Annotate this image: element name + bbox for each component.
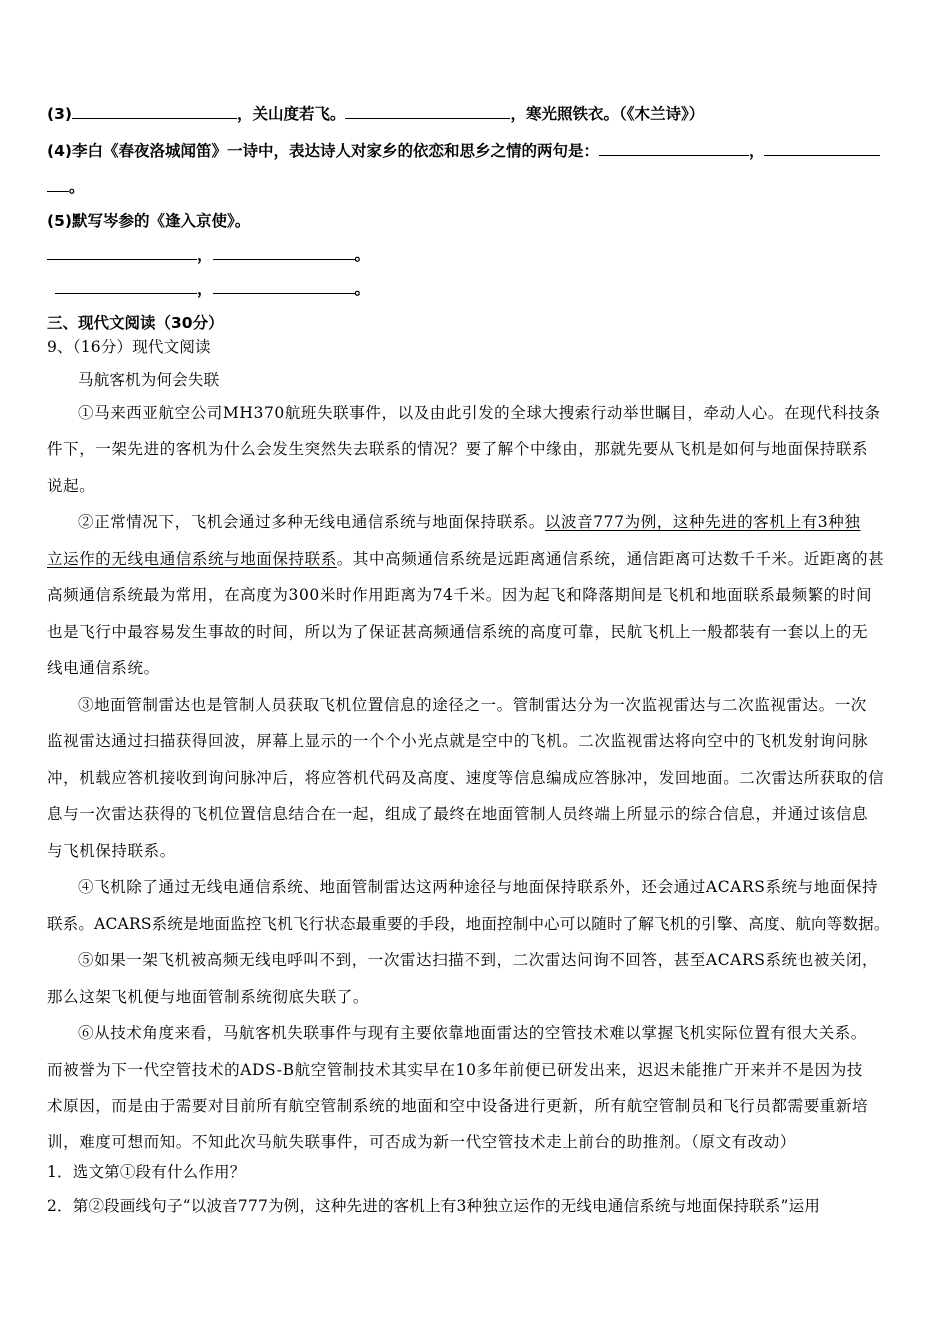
poem-q5-line2 bbox=[55, 277, 370, 299]
article-line: 高频通信系统最为常用，在高度为300米时作用距离为74千米。因为起飞和降落期间是飞机和地面联系最频繁的时间 bbox=[47, 586, 873, 604]
poem-q4-comma: ， bbox=[748, 142, 765, 160]
poem-q3-end: ，寒光照铁衣。（《木兰诗》） bbox=[510, 105, 705, 123]
article-line: 说起。 bbox=[47, 477, 96, 495]
article-line: ③地面管制雷达也是管制人员获取飞机位置信息的途径之一。管制雷达分为一次监视雷达与二次监视雷达。一次 bbox=[78, 696, 867, 714]
question-2: 2．第②段画线句子“以波音777为例，这种先进的客机上有3种独立运作的无线电通信系统与地面保持联系”运用 bbox=[47, 1197, 821, 1215]
answer-blank[interactable] bbox=[47, 245, 197, 260]
poem-q5-comma: ， bbox=[197, 246, 213, 264]
article-line: 件下，一架先进的客机为什么会发生突然失去联系的情况？要了解个中缘由，那就先要从飞机是如何与地面保持联系 bbox=[47, 440, 869, 458]
article-line: ⑤如果一架飞机被高频无线电呼叫不到，一次雷达扫描不到，二次雷达问询不回答，甚至ACARS系统也被关闭， bbox=[78, 951, 879, 969]
article-line: ①马来西亚航空公司MH370航班失联事件，以及由此引发的全球大搜索行动举世瞩目，牵动人心。在现代科技条 bbox=[78, 404, 881, 422]
answer-blank[interactable] bbox=[47, 177, 69, 192]
poem-q4 bbox=[47, 139, 880, 161]
poem-q3-label: (3) bbox=[47, 105, 72, 123]
answer-blank[interactable] bbox=[213, 245, 355, 260]
answer-blank[interactable] bbox=[72, 104, 237, 119]
article-text: 。其中高频通信系统是远距离通信系统，通信距离可达数千千米。近距离的甚 bbox=[336, 550, 885, 568]
poem-q3-mid: ，关山度若飞。 bbox=[236, 105, 346, 123]
poem-q3 bbox=[47, 102, 704, 124]
answer-blank[interactable] bbox=[764, 141, 880, 156]
underlined-sentence: 立运作的无线电通信系统与地面保持联系 bbox=[47, 550, 337, 568]
article-line: 线电通信系统。 bbox=[47, 659, 160, 677]
article-line: ⑥从技术角度来看，马航客机失联事件与现有主要依靠地面雷达的空管技术难以掌握飞机实际位置有很大关系。 bbox=[78, 1024, 867, 1042]
poem-q5-comma: ， bbox=[197, 280, 213, 298]
poem-q5-text: (5)默写岑参的《逢入京使》。 bbox=[47, 212, 251, 230]
answer-blank[interactable] bbox=[345, 104, 510, 119]
article-line: 息与一次雷达获得的飞机位置信息结合在一起，组成了最终在地面管制人员终端上所显示的综合信息，并通过该信息 bbox=[47, 805, 869, 823]
poem-q5 bbox=[47, 209, 250, 231]
article-line bbox=[78, 510, 860, 532]
poem-q5-period: 。 bbox=[354, 280, 371, 298]
article-line: 训，难度可想而知。不知此次马航失联事件，可否成为新一代空管技术走上前台的助推剂。（原文有改动） bbox=[47, 1133, 796, 1151]
poem-q5-period: 。 bbox=[354, 246, 371, 264]
article-line: 而被誉为下一代空管技术的ADS-B航空管制技术其实早在10多年前便已研发出来，迟迟未能推广开来并不是因为技 bbox=[47, 1061, 863, 1079]
article-text: ②正常情况下，飞机会通过多种无线电通信系统与地面保持联系。 bbox=[78, 513, 545, 531]
article-line: 联系。ACARS系统是地面监控飞机飞行状态最重要的手段，地面控制中心可以随时了解飞机的引擎、高度、航向等数据。 bbox=[47, 915, 890, 933]
underlined-sentence: 以波音777为例，这种先进的客机上有3种独 bbox=[544, 513, 861, 531]
answer-blank[interactable] bbox=[599, 141, 749, 156]
article-line: 与飞机保持联系。 bbox=[47, 842, 176, 860]
section-heading: 三、现代文阅读（30分） bbox=[47, 314, 224, 332]
poem-q4-period: 。 bbox=[69, 178, 85, 196]
question-1: 1．选文第①段有什么作用？ bbox=[47, 1163, 246, 1181]
article-line: 冲，机载应答机接收到询问脉冲后，将应答机代码及高度、速度等信息编成应答脉冲，发回地面。二次雷达所获取的信 bbox=[47, 769, 885, 787]
article-line: 也是飞行中最容易发生事故的时间，所以为了保证甚高频通信系统的高度可靠，民航飞机上一般都装有一套以上的无 bbox=[47, 623, 869, 641]
poem-q4-text: (4)李白《春夜洛城闻笛》一诗中，表达诗人对家乡的依恋和思乡之情的两句是： bbox=[47, 142, 599, 160]
answer-blank[interactable] bbox=[55, 279, 197, 294]
article-line: 那么这架飞机便与地面管制系统彻底失联了。 bbox=[47, 988, 370, 1006]
answer-blank[interactable] bbox=[213, 279, 355, 294]
question-header: 9、（16分）现代文阅读 bbox=[47, 338, 211, 356]
article-line: 术原因，而是由于需要对目前所有航空管制系统的地面和空中设备进行更新，所有航空管制员和飞行员都需要重新培 bbox=[47, 1097, 869, 1115]
article-line: 监视雷达通过扫描获得回波，屏幕上显示的一个个小光点就是空中的飞机。二次监视雷达将向空中的飞机发射询问脉 bbox=[47, 732, 869, 750]
article-line: ④飞机除了通过无线电通信系统、地面管制雷达这两种途径与地面保持联系外，还会通过ACARS系统与地面保持 bbox=[78, 878, 879, 896]
poem-q4-cont bbox=[47, 175, 85, 197]
article-line bbox=[47, 547, 884, 569]
article-title: 马航客机为何会失联 bbox=[78, 371, 220, 389]
poem-q5-line1 bbox=[47, 243, 370, 265]
